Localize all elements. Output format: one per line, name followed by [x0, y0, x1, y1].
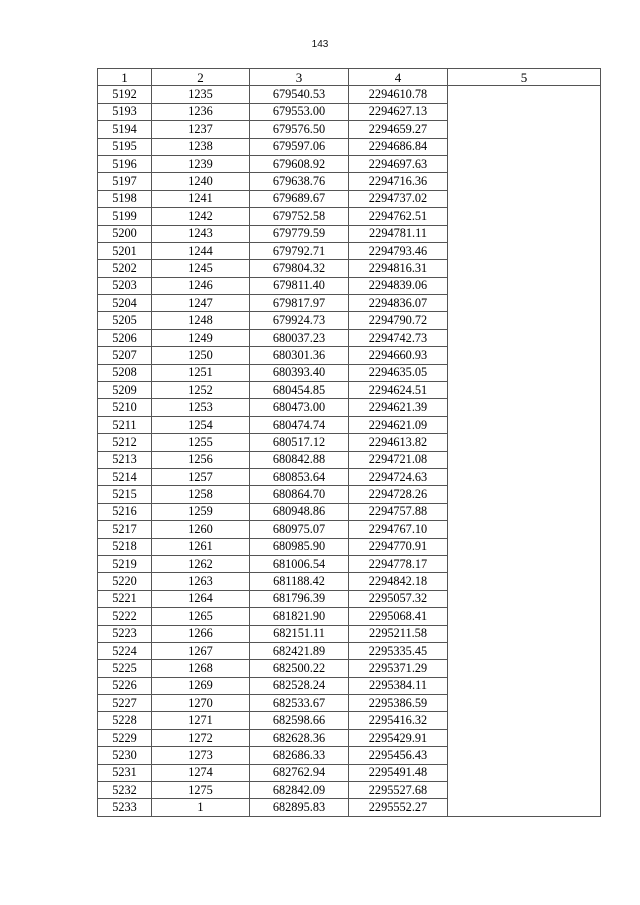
table-cell-col2: 1253: [152, 399, 250, 416]
table-cell-col3: 680301.36: [250, 347, 349, 364]
table-cell-col1: 5213: [98, 451, 152, 468]
table-cell-col4: 2295552.27: [349, 799, 448, 816]
table-cell-col1: 5216: [98, 503, 152, 520]
table-cell-col1: 5192: [98, 86, 152, 103]
table-cell-col3: 679752.58: [250, 208, 349, 225]
column-header-4: 4: [349, 69, 448, 86]
table-cell-col3: 679779.59: [250, 225, 349, 242]
table-cell-col4: 2294686.84: [349, 138, 448, 155]
table-cell-col4: 2294624.51: [349, 382, 448, 399]
table-cell-col2: 1270: [152, 695, 250, 712]
table-cell-col4: 2295371.29: [349, 660, 448, 677]
table-cell-col4: 2294659.27: [349, 121, 448, 138]
table-cell-col2: 1242: [152, 208, 250, 225]
table-cell-col2: 1258: [152, 486, 250, 503]
table-cell-col3: 680473.00: [250, 399, 349, 416]
table-cell-col3: 681796.39: [250, 590, 349, 607]
table-cell-col2: 1235: [152, 86, 250, 103]
table-cell-col2: 1241: [152, 190, 250, 207]
table-cell-col2: 1265: [152, 608, 250, 625]
table-cell-col3: 680454.85: [250, 382, 349, 399]
table-cell-col2: 1260: [152, 521, 250, 538]
table-cell-col3: 680842.88: [250, 451, 349, 468]
table-cell-col4: 2294770.91: [349, 538, 448, 555]
table-cell-col1: 5230: [98, 747, 152, 764]
table-cell-col1: 5204: [98, 295, 152, 312]
table-cell-col3: 681006.54: [250, 555, 349, 572]
table-cell-col1: 5223: [98, 625, 152, 642]
coordinates-table: [97, 68, 601, 817]
table-cell-col1: 5210: [98, 399, 152, 416]
table-cell-col1: 5228: [98, 712, 152, 729]
table-cell-col1: 5221: [98, 590, 152, 607]
table-cell-col4: 2294790.72: [349, 312, 448, 329]
table-cell-col4: 2295068.41: [349, 608, 448, 625]
table-cell-col3: 682151.11: [250, 625, 349, 642]
table-cell-col3: 679638.76: [250, 173, 349, 190]
table-cell-col1: 5206: [98, 329, 152, 346]
table-cell-col4: 2294697.63: [349, 155, 448, 172]
page-number: 143: [311, 39, 329, 50]
table-cell-col4: 2294721.08: [349, 451, 448, 468]
table-cell-col1: 5195: [98, 138, 152, 155]
table-cell-col4: 2294621.09: [349, 416, 448, 433]
table-cell-col1: 5209: [98, 382, 152, 399]
table-cell-col1: 5199: [98, 208, 152, 225]
table-cell-col3: 681188.42: [250, 573, 349, 590]
table-cell-col2: 1250: [152, 347, 250, 364]
table-cell-col3: 679924.73: [250, 312, 349, 329]
table-cell-col4: 2294716.36: [349, 173, 448, 190]
table-cell-col4: 2294816.31: [349, 260, 448, 277]
table-cell-col3: 682842.09: [250, 782, 349, 799]
table-cell-col1: 5200: [98, 225, 152, 242]
table-cell-col3: 679804.32: [250, 260, 349, 277]
table-cell-col3: 680474.74: [250, 416, 349, 433]
table-cell-col2: 1247: [152, 295, 250, 312]
table-cell-col4: 2294610.78: [349, 86, 448, 103]
table-cell-col3: 679576.50: [250, 121, 349, 138]
column-header-2: 2: [152, 69, 250, 86]
table-cell-col1: 5220: [98, 573, 152, 590]
column-header-3: 3: [250, 69, 349, 86]
table-cell-col1: 5202: [98, 260, 152, 277]
table-cell-col2: 1237: [152, 121, 250, 138]
table-cell-col4: 2294627.13: [349, 103, 448, 120]
table-cell-col2: 1245: [152, 260, 250, 277]
table-cell-col4: 2294660.93: [349, 347, 448, 364]
table-cell-col4: 2294742.73: [349, 329, 448, 346]
table-cell-col3: 679689.67: [250, 190, 349, 207]
table-cell-col4: 2294836.07: [349, 295, 448, 312]
table-cell-col1: 5217: [98, 521, 152, 538]
table-cell-col4: 2295384.11: [349, 677, 448, 694]
table-cell-col1: 5229: [98, 729, 152, 746]
table-cell-col4: 2294613.82: [349, 434, 448, 451]
table-cell-col5-empty: [448, 86, 601, 816]
table-cell-col2: 1239: [152, 155, 250, 172]
table-cell-col1: 5212: [98, 434, 152, 451]
table-cell-col4: 2295456.43: [349, 747, 448, 764]
table-cell-col4: 2295211.58: [349, 625, 448, 642]
table-cell-col4: 2294724.63: [349, 468, 448, 485]
table-cell-col4: 2295416.32: [349, 712, 448, 729]
table-cell-col4: 2294635.05: [349, 364, 448, 381]
table-cell-col2: 1259: [152, 503, 250, 520]
table-cell-col2: 1263: [152, 573, 250, 590]
table-cell-col1: 5193: [98, 103, 152, 120]
table-cell-col2: 1243: [152, 225, 250, 242]
table-cell-col2: 1271: [152, 712, 250, 729]
table-cell-col1: 5233: [98, 799, 152, 816]
table-cell-col1: 5203: [98, 277, 152, 294]
table-cell-col2: 1: [152, 799, 250, 816]
table-cell-col2: 1248: [152, 312, 250, 329]
table-cell-col2: 1254: [152, 416, 250, 433]
table-cell-col3: 680864.70: [250, 486, 349, 503]
table-cell-col4: 2294737.02: [349, 190, 448, 207]
table-cell-col2: 1268: [152, 660, 250, 677]
table-cell-col4: 2294781.11: [349, 225, 448, 242]
table-cell-col4: 2294767.10: [349, 521, 448, 538]
table-cell-col3: 682762.94: [250, 764, 349, 781]
table-cell-col2: 1249: [152, 329, 250, 346]
table-cell-col2: 1257: [152, 468, 250, 485]
table-cell-col1: 5231: [98, 764, 152, 781]
table-cell-col3: 680037.23: [250, 329, 349, 346]
table-cell-col2: 1261: [152, 538, 250, 555]
table-cell-col2: 1272: [152, 729, 250, 746]
table-cell-col1: 5201: [98, 242, 152, 259]
table-cell-col1: 5208: [98, 364, 152, 381]
table-cell-col4: 2295386.59: [349, 695, 448, 712]
table-cell-col2: 1262: [152, 555, 250, 572]
table-cell-col1: 5227: [98, 695, 152, 712]
table-cell-col1: 5226: [98, 677, 152, 694]
table-cell-col4: 2295527.68: [349, 782, 448, 799]
table-cell-col4: 2294839.06: [349, 277, 448, 294]
table-cell-col1: 5196: [98, 155, 152, 172]
table-cell-col1: 5197: [98, 173, 152, 190]
table-row: [98, 86, 601, 103]
table-cell-col3: 680985.90: [250, 538, 349, 555]
table-cell-col3: 679597.06: [250, 138, 349, 155]
table-cell-col2: 1240: [152, 173, 250, 190]
table-cell-col3: 680517.12: [250, 434, 349, 451]
table-cell-col3: 682533.67: [250, 695, 349, 712]
table-cell-col3: 682598.66: [250, 712, 349, 729]
table-cell-col3: 679553.00: [250, 103, 349, 120]
table-cell-col2: 1244: [152, 242, 250, 259]
table-cell-col2: 1264: [152, 590, 250, 607]
table-cell-col3: 679540.53: [250, 86, 349, 103]
table-cell-col2: 1273: [152, 747, 250, 764]
table-cell-col2: 1251: [152, 364, 250, 381]
table-cell-col4: 2295057.32: [349, 590, 448, 607]
table-cell-col4: 2295491.48: [349, 764, 448, 781]
table-cell-col2: 1255: [152, 434, 250, 451]
table-cell-col3: 680975.07: [250, 521, 349, 538]
table-cell-col1: 5198: [98, 190, 152, 207]
table-cell-col3: 682421.89: [250, 642, 349, 659]
table-cell-col2: 1252: [152, 382, 250, 399]
table-cell-col1: 5218: [98, 538, 152, 555]
table-cell-col4: 2294762.51: [349, 208, 448, 225]
column-header-5: 5: [448, 69, 601, 86]
table-body: [98, 86, 601, 816]
table-cell-col4: 2295335.45: [349, 642, 448, 659]
table-cell-col3: 681821.90: [250, 608, 349, 625]
table-cell-col3: 680393.40: [250, 364, 349, 381]
table-cell-col3: 682500.22: [250, 660, 349, 677]
table-cell-col3: 680948.86: [250, 503, 349, 520]
table-cell-col3: 679817.97: [250, 295, 349, 312]
table-cell-col1: 5211: [98, 416, 152, 433]
table-cell-col1: 5219: [98, 555, 152, 572]
table-cell-col2: 1269: [152, 677, 250, 694]
table-cell-col1: 5215: [98, 486, 152, 503]
table-cell-col3: 682895.83: [250, 799, 349, 816]
table-cell-col2: 1274: [152, 764, 250, 781]
table-cell-col3: 679608.92: [250, 155, 349, 172]
table-cell-col2: 1238: [152, 138, 250, 155]
table-cell-col2: 1236: [152, 103, 250, 120]
table-cell-col4: 2295429.91: [349, 729, 448, 746]
table-cell-col1: 5205: [98, 312, 152, 329]
table-cell-col4: 2294793.46: [349, 242, 448, 259]
table-cell-col3: 682686.33: [250, 747, 349, 764]
table-cell-col2: 1256: [152, 451, 250, 468]
table-cell-col1: 5214: [98, 468, 152, 485]
table-cell-col3: 679811.40: [250, 277, 349, 294]
table-cell-col2: 1266: [152, 625, 250, 642]
table-cell-col1: 5194: [98, 121, 152, 138]
table-cell-col1: 5225: [98, 660, 152, 677]
table-cell-col1: 5207: [98, 347, 152, 364]
table-cell-col2: 1267: [152, 642, 250, 659]
table-cell-col4: 2294728.26: [349, 486, 448, 503]
table-cell-col4: 2294778.17: [349, 555, 448, 572]
table-cell-col3: 682528.24: [250, 677, 349, 694]
table-cell-col1: 5224: [98, 642, 152, 659]
table-cell-col2: 1246: [152, 277, 250, 294]
table-cell-col4: 2294757.88: [349, 503, 448, 520]
table-cell-col1: 5232: [98, 782, 152, 799]
table-cell-col2: 1275: [152, 782, 250, 799]
table-header-row: [98, 69, 601, 86]
table-cell-col3: 680853.64: [250, 468, 349, 485]
table-cell-col3: 682628.36: [250, 729, 349, 746]
column-header-1: 1: [98, 69, 152, 86]
table-cell-col4: 2294842.18: [349, 573, 448, 590]
table-cell-col3: 679792.71: [250, 242, 349, 259]
table-cell-col1: 5222: [98, 608, 152, 625]
table-cell-col4: 2294621.39: [349, 399, 448, 416]
